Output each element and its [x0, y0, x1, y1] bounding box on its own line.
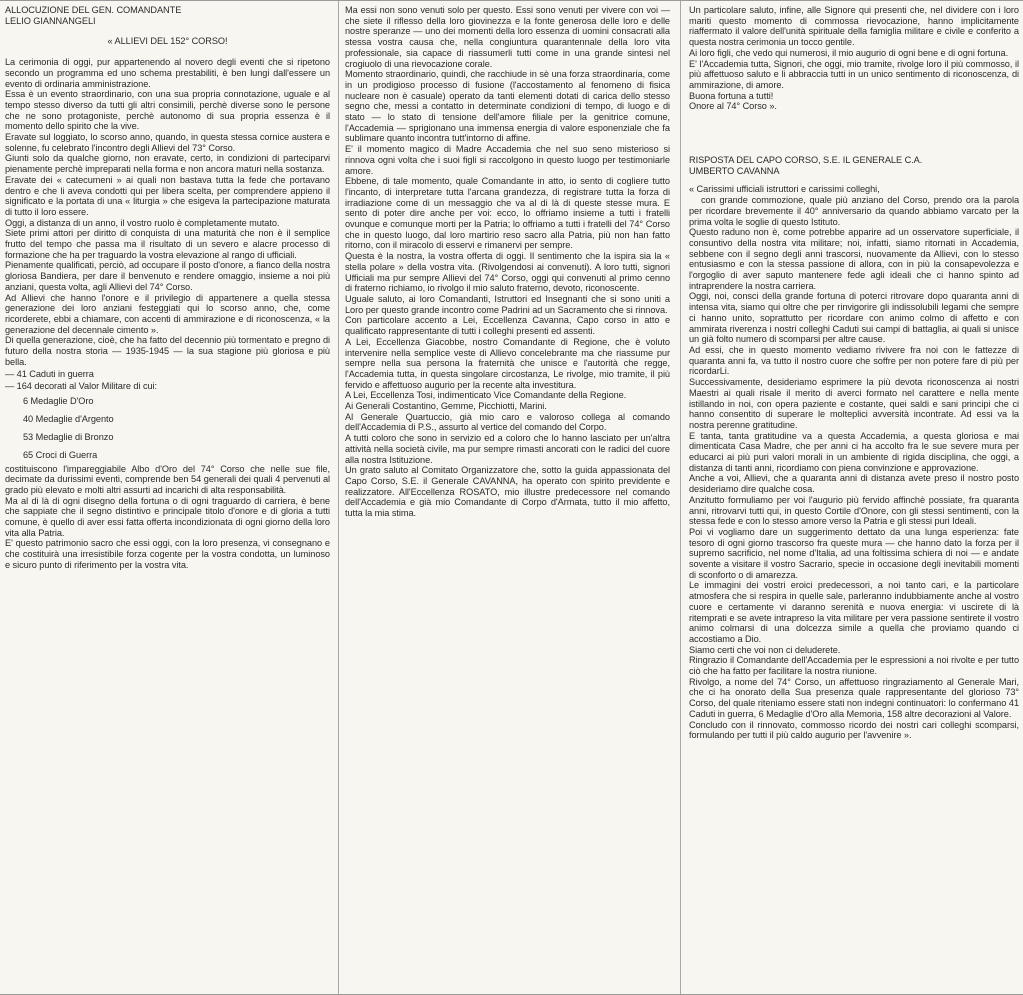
paragraph: Siete primi attori per diritto di conquista di una maturità che non è il semplice frutto del tempo che passa ma il risultato di un severo e alacre processo di formazione che ha per traguardo la vostra elevazione al rango di ufficiali.: [5, 228, 330, 260]
paragraph: Oggi, a distanza di un anno, il vostro ruolo è completamente mutato.: [5, 217, 280, 228]
paragraph: Ringrazio il Comandante dell'Accademia per le espressioni a noi rivolte e per tutto ciò che ha fatto per facilitare la nostra riunione.: [689, 655, 1019, 677]
column-divider: [338, 1, 339, 994]
column-right: [689, 5, 1019, 741]
list-item: — 41 Caduti in guerra: [5, 368, 94, 379]
section-gap: [689, 176, 1019, 184]
paragraph: Anche a voi, Allievi, che a quaranta anni di distanza avete preso il nostro posto desideriamo dire qualche cosa.: [689, 473, 1019, 495]
paragraph: Rivolgo, a nome del 74° Corso, un affettuoso ringraziamento al Generale Mari, che ci ha onorato della Sua presenza quale rappresentante del glorioso 73° Corso, del quale riteniamo essere stati non indegni continuatori: lo confermano 41 Caduti in guerra, 6 Medaglie d'Oro alla Memoria, 158 altre decorazioni al Valore.: [689, 676, 1019, 719]
paragraph: A Lei, Eccellenza Tosi, indimenticato Vice Comandante della Regione.: [345, 390, 627, 401]
paragraph: Poi vi vogliamo dare un suggerimento dettato da una lunga esperienza: fate tesoro di ogni giorno trascorso fra queste mura — che hanno dato la forza per il supremo sacrificio, nel nome d'Italia, ad una foltissima schiera di noi — e andate sovente a visitare il vostro Sacrario, specie in occasione degli inevitabili momenti di sconforto o di amarezza.: [689, 526, 1019, 580]
paragraph: Uguale saluto, ai loro Comandanti, Istruttori ed Insegnanti che si sono uniti a Loro per questo grande incontro come Padrini ad un Sacramento che si rinnova.: [345, 293, 670, 315]
list-item: 65 Croci di Guerra: [23, 449, 98, 460]
paragraph: Concludo con il rinnovato, commosso ricordo dei nostri cari colleghi scomparsi, formulando per tutti il più caldo augurio per l'avvenire ».: [689, 719, 1019, 741]
paragraph: Con particolare accento a Lei, Eccellenza Cavanna, Capo corso in atto e qualificato rappresentante di tutti i colleghi presenti ed assenti.: [345, 315, 670, 337]
paragraph: Di quella generazione, cioè, che ha fatto del decennio più tormentato e pregno di futuro della nostra storia — 1935-1945 — la sua stagione più gloriosa e più bella.: [5, 335, 330, 367]
speech-heading-line: LELIO GIANNANGELI: [5, 15, 96, 26]
list-item: 6 Medaglie D'Oro: [23, 395, 94, 406]
paragraph: Questo raduno non è, come potrebbe apparire ad un osservatore superficiale, il consuntivo della nostra vita militare; noi, infatti, siamo ritornati in Accademia, sebbene con il segno degli anni trascorsi, nuovamente da Allievi, con lo stesso entusiasmo e con la stessa passione di allora, con in più la consapevolezza e l'orgoglio di aver saputo mantenere fede agli ideali che ci hanno spinto ad intraprendere la nostra carriera.: [689, 227, 1019, 291]
reply-heading-line: UMBERTO CAVANNA: [689, 165, 780, 176]
paragraph: Ai loro figli, che vedo qui numerosi, il mio augurio di ogni bene e di ogni fortuna.: [689, 47, 1009, 58]
paragraph: Questa è la nostra, la vostra offerta di oggi. Il sentimento che la ispira sia la « stella polare » della vostra vita. (Rivolgendosi ai convenuti). A loro tutti, signori Ufficiali ma pur sempre Allievi del 74° Corso, oggi qui convenuti al primo cenno di fraterno richiamo, io rivolgo il mio saluto fraterno, devoto, riconoscente.: [345, 251, 670, 294]
list-item: 40 Medaglie d'Argento: [23, 413, 114, 424]
speech-heading-line: ALLOCUZIONE DEL GEN. COMANDANTE: [5, 5, 182, 15]
paragraph: « Carissimi ufficiali istruttori e carissimi colleghi,: [689, 184, 880, 195]
paragraph: Eravate dei « catecumeni » ai quali non bastava tutta la fede che portavano dentro e che li aveva condotti qui per libera scelta, per comprendere appieno il significato e la portata di una « liturgia » che esigeva la partecipazione maturata di tutto il loro essere.: [5, 174, 330, 217]
list-item: 53 Medaglie di Bronzo: [23, 431, 114, 442]
paragraph: Momento straordinario, quindi, che racchiude in sè una forza straordinaria, come in un prodigioso processo di fusione (l'accostamento al fenomeno di fisica nucleare non è casuale) operato da tanti elementi dotati di carica dello stesso segno che, messi a contatto in determinate condizioni di tempo, di luogo e di stato — lo stato di tensione dell'amore filiale per la genitrice comune, l'Accademia — sprigionano una immensa energia di valore esponenziale che fa sublimare quanto incontra tutt'intorno di affine.: [345, 69, 670, 144]
column-divider: [680, 1, 681, 994]
paragraph: Ebbene, di tale momento, quale Comandante in atto, io sento di cogliere tutto l'incanto, di interpretare tutta l'arcana grandezza, di registrare tutta la forza di irradiazione come di un messaggio che va al di là di queste stesse mura. E sento di poter dire anche per voi: ecco, lo offriamo insieme a tutti i fratelli ovunque e comunque morti per la Patria; lo offriamo a tutti i fratelli del 74° Corso che in questo luogo, dal loro martirio reso sacro alla Patria, più non han fatto ritorno, con il miracolo di esservi e rimanervi per sempre.: [345, 176, 670, 251]
paragraph: con grande commozione, quale più anziano del Corso, prendo ora la parola per ricordare brevemente il 40° anniversario da quando abbiamo varcato per la prima volta le soglie di questo Istituto.: [689, 195, 1019, 227]
paragraph: Ma al di là di ogni disegno della fortuna o di ogni traguardo di carriera, è bene che sappiate che il segno distintivo e principale titolo d'onore e di gloria a tutti comune, è quello di aver essi fatta offerta incondizionata di ogni giorno della loro vita alla Patria.: [5, 495, 330, 538]
paragraph: Siamo certi che voi non ci deluderete.: [689, 644, 841, 655]
paragraph: Oggi, noi, consci della grande fortuna di poterci ritrovare dopo quaranta anni di intensa vita, siamo qui oltre che per rinvigorire gli indissolubili legami che sempre ci hanno unito, soprattutto per ricordare con animo colmo di affetto e con ammirata riverenza i nostri colleghi Caduti sui campi di battaglia, ai quali si unisce un già folto numero di scomparsi per altre cause.: [689, 291, 1019, 345]
paragraph: Ad Allievi che hanno l'onore e il privilegio di appartenere a quella stessa generazione dei loro anziani festeggiati qui lo scorso anno, che, come ricorderete, ebbi a chiamare, con accenti di ammirazione e di riconoscenza, « la generazione del decennale cimento ».: [5, 292, 330, 335]
paragraph: Al Generale Quartuccio, già mio caro e valoroso collega al comando dell'Accademia di P.S., assurto al vertice del comando del Corpo.: [345, 411, 670, 433]
paragraph: Anzitutto formuliamo per voi l'augurio più fervido affinchè possiate, fra quaranta anni, ritrovarvi tutti qui, in questo Cortile d'Onore, con gli stessi sentimenti, con la stessa fede e con lo stesso amore verso la Patria e gli stessi puri Ideali.: [689, 494, 1019, 527]
column-middle: [345, 5, 670, 519]
paragraph: Eravate sul loggiato, lo scorso anno, quando, in questa stessa cornice austera e solenne, fu celebrato l'incontro degli Allievi del 73° Corso.: [5, 132, 330, 153]
paragraph: Onore al 74° Corso ».: [689, 101, 777, 112]
paragraph: Le immagini dei vostri eroici predecessori, a noi tanto cari, e la particolare atmosfera che si respira in quelle sale, parleranno indubbiamente anche al vostro cuore e certamente vi daranno serenità e nuova energia: vi uscirete di là ritemprati e se avete intrapreso la vita militare per vera passione sentirete il vostro animo colmarsi di una dolcezza simile a quella che proviamo quando ci accostiamo a Dio.: [689, 580, 1019, 644]
paragraph: A tutti coloro che sono in servizio ed a coloro che lo hanno lasciato per un'altra attività nella società civile, ma pur sempre rimasti ancorati con le radici del cuore alla nostra Istituzione.: [345, 433, 670, 465]
paragraph: Ad essi, che in questo momento vediamo rivivere fra noi con le fattezze di quaranta anni fa, va tutto il nostro cuore che soffre per non potere fare di più per ricordarLi.: [689, 344, 1019, 377]
paragraph: Successivamente, desideriamo esprimere la più devota riconoscenza ai nostri Maestri ai quali risale il merito di averci formato nel carattere e nella mente istillando in noi, con opera paziente e costante, quei saldi e sani principi che ci hanno consentito di superare le molteplici avversità incontrate. Ad essi va la nostra perenne gratitudine.: [689, 377, 1019, 430]
list-item: — 164 decorati al Valor Militare di cui:: [5, 380, 158, 391]
paragraph: Un grato saluto al Comitato Organizzatore che, sotto la guida appassionata del Capo Corso, S.E. il Generale CAVANNA, ha operato con spirito previdente e realizzatore. All'Eccellenza ROSATO, mio illustre predecessore nel comando dell'Accademia e già mio Comandante di Corpo d'Armata, tutto il mio affetto, tutta la mia stima.: [345, 465, 670, 519]
casualty-list: [5, 368, 330, 392]
paragraph: costituiscono l'impareggiabile Albo d'Oro del 74° Corso che nelle sue file, decimate da durissimi eventi, comprende ben 54 generali dei quali 4 pervenuti al grado più elevato e molti altri assurti ad incarichi di alta responsabilità.: [5, 463, 330, 495]
paragraph: Ma essi non sono venuti solo per questo. Essi sono venuti per vivere con voi — che siete il riflesso della loro giovinezza e la fonte generosa delle loro e delle nostre speranze — uno dei momenti della loro essenza di uomini consacrati alla stessa vostra causa che, nella congiuntura quarantennale della loro vita professionale, sia capace di riassumerli tutti come in una grande sintesi nel crogiuolo di una rievocazione corale.: [345, 5, 670, 69]
column-left: [5, 5, 330, 571]
paragraph: E' il momento magico di Madre Accademia che nel suo seno misterioso si rinnova ogni volta che i suoi figli si raccolgono in questo luogo per testimoniarle amore.: [345, 144, 670, 176]
section-gap: [689, 112, 1019, 155]
paragraph: La cerimonia di oggi, pur appartenendo al novero degli eventi che si ripetono secondo un programma ed uno schema prestabiliti, è ben lungi dall'essere un evento di ordinaria amministrazione.: [5, 57, 330, 89]
paragraph: Pienamente qualificati, perciò, ad occupare il posto d'onore, a fianco della nostra gloriosa Bandiera, per dare il benvenuto e rendere omaggio, insieme a noi più anziani, questa volta, agli Allievi del 74° Corso.: [5, 260, 330, 292]
speech-opening: « ALLIEVI DEL 152° CORSO!: [107, 36, 228, 47]
paragraph: E tanta, tanta gratitudine va a questa Accademia, a questa gloriosa e mai dimenticata Casa Madre, che per anni ci ha accolto fra le sue severe mura per educarci ai più puri valori morali in un ambiente di rigida disciplina, che oggi, a distanza di tanti anni, ricordiamo con piena convinzione e approvazione.: [689, 430, 1019, 473]
medal-list: [5, 392, 330, 464]
paragraph: Un particolare saluto, infine, alle Signore qui presenti che, nel dividere con i loro mariti questo momento di commossa rievocazione, hanno implicitamente riaffermato il valore dell'unità spirituale della famiglia militare e civile e conferito a questa nostra cerimonia un tocco gentile.: [689, 5, 1019, 48]
reply-heading-line: RISPOSTA DEL CAPO CORSO, S.E. IL GENERALE C.A.: [689, 155, 923, 166]
paragraph: E' questo patrimonio sacro che essi oggi, con la loro presenza, vi consegnano e che costituirà una irresistibile forza cogente per la vostra condotta, un luminoso e sicuro punto di riferimento per la vostra vita.: [5, 538, 330, 570]
paragraph: E' l'Accademia tutta, Signori, che oggi, mio tramite, rivolge loro il più commosso, il più affettuoso saluto e li abbraccia tutti in un unico sentimento di riconoscenza, di ammirazione, di amore.: [689, 58, 1019, 90]
paragraph: Giunti solo da qualche giorno, non eravate, certo, in condizioni di parteciparvi pienamente perchè impreparati nella forma e non ancora maturi nella sostanza.: [5, 153, 330, 175]
paragraph: A Lei, Eccellenza Giacobbe, nostro Comandante di Regione, che è voluto intervenire nella semplice veste di Allievo concelebrante ma che riassume pur sempre nella sua persona la fraternità che unisce e l'autorità che regge, l'Accademia tutta, in questa singolare circostanza, Le rivolge, mio tramite, il più fervido e affettuoso augurio per la recente alta investitura.: [345, 336, 670, 390]
paragraph: Essa è un evento straordinario, con una sua propria connotazione, uguale e al tempo stesso diverso da tutti gli altri consimili, perchè diverse sono le persone che ne sono protagoniste, perchè autonomo di sua propria essenza è il momento dello spirito che la vive.: [5, 89, 330, 132]
paragraph: Ai Generali Costantino, Gemme, Picchiotti, Marini.: [345, 401, 547, 412]
paragraph: Buona fortuna a tutti!: [689, 90, 774, 101]
